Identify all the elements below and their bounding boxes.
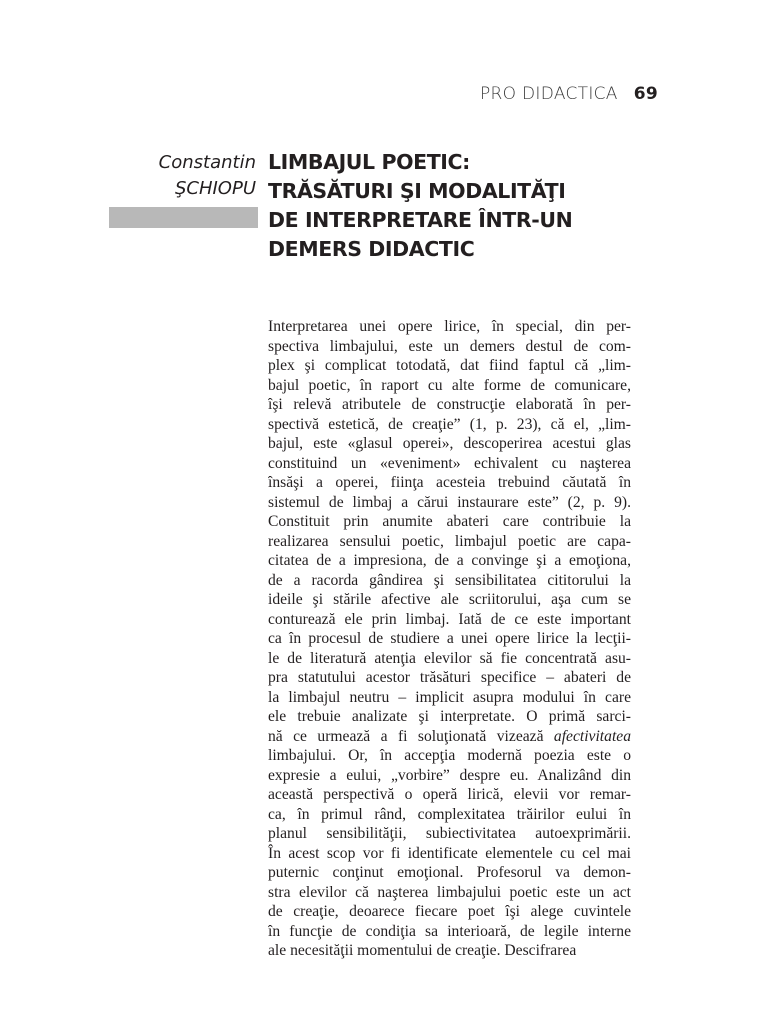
running-header	[480, 84, 658, 104]
body-line: în funcţie de condiţia sa interioară, de legile interne	[268, 922, 631, 940]
author-last-name: ŞCHIOPU	[174, 178, 256, 199]
author-name	[159, 150, 256, 202]
body-line: constituind un «eveniment» echivalent cu naşterea	[268, 454, 631, 472]
body-line: de a racorda gândirea şi sensibilitatea cititorului la	[268, 571, 631, 589]
emphasized-term: afectivitatea	[553, 727, 631, 745]
body-line: bajul poetic, în raport cu alte forme de comunicare,	[268, 376, 631, 394]
body-line: plex şi complicat totodată, dat fiind faptul că „lim-	[268, 357, 631, 374]
body-line: ele trebuie analizate şi interpretate. O primă sarci-	[268, 708, 631, 725]
body-line: nă ce urmează a fi soluţionată vizează afectivitatea	[268, 727, 631, 745]
body-line: la limbajul neutru – implicit asupra modului în care	[268, 688, 631, 706]
body-line: citatea de a impresiona, de a convinge şi a emoţiona,	[268, 552, 631, 569]
title-line: TRĂSĂTURI ŞI MODALITĂŢI	[268, 179, 566, 203]
body-line: spectivă estetică, de creaţie” (1, p. 23), că el, „lim-	[268, 415, 631, 433]
body-line: Interpretarea unei opere lirice, în special, din per-	[268, 318, 631, 335]
title-line: DE INTERPRETARE ÎNTR-UN	[268, 208, 573, 232]
title-line: LIMBAJUL POETIC:	[268, 150, 470, 174]
journal-name: PRO DIDACTICA	[479, 84, 618, 104]
body-line: însăşi a operei, fiinţa acesteia trebuind căutată în	[268, 474, 631, 491]
body-line: planul sensibilităţii, subiectivitatea autoexprimării.	[268, 825, 631, 842]
body-line: bajul, este «glasul operei», descoperirea acestui glas	[268, 435, 631, 452]
title-line: DEMERS DIDACTIC	[268, 237, 475, 261]
body-line: În acest scop vor fi identificate elementele cu cel mai	[268, 844, 631, 862]
body-line: de creaţie, deoarece fiecare poet îşi alege cuvintele	[268, 903, 631, 920]
body-line: conturează ele prin limbaj. Iată de ce este important	[268, 610, 631, 628]
article-body	[268, 317, 631, 961]
body-line: stra elevilor că naşterea limbajului poetic este un act	[268, 883, 631, 901]
decorative-gray-bar	[109, 207, 258, 228]
body-line: spectiva limbajului, este un demers destul de com-	[268, 337, 631, 355]
author-first-name: Constantin	[158, 152, 256, 173]
body-line: sistemul de limbaj a cărui instaurare este” (2, p. 9).	[268, 493, 631, 511]
body-line: ca, în primul rând, complexitatea trăirilor eului în	[268, 805, 631, 823]
body-line: expresie a eului, „vorbire” despre eu. Analizând din	[268, 766, 631, 784]
body-line: puternic conţinut emoţional. Profesorul va demon-	[268, 864, 631, 881]
page-number: 69	[633, 84, 658, 104]
article-title	[268, 148, 668, 264]
body-line: această perspectivă o operă lirică, elevii vor remar-	[268, 786, 631, 803]
body-line: Constituit prin anumite abateri care contribuie la	[268, 513, 631, 530]
body-line: realizarea sensului poetic, limbajul poetic are capa-	[268, 532, 631, 550]
body-line: le de literatură atenţia elevilor să fie concentrată asu-	[268, 649, 631, 667]
body-line: ideile şi stările afective ale scriitorului, aşa cum se	[268, 591, 631, 608]
body-line: limbajului. Or, în accepţia modernă poezia este o	[268, 747, 631, 764]
body-line: ca în procesul de studiere a unei opere lirice la lecţii-	[268, 630, 631, 647]
body-line: îşi relevă atributele de construcţie elaborată în per-	[268, 396, 631, 413]
body-line: pra statutului acestor trăsături specifice – abateri de	[268, 669, 631, 686]
body-line: ale necesităţii momentului de creaţie. Descifrarea	[268, 942, 577, 959]
